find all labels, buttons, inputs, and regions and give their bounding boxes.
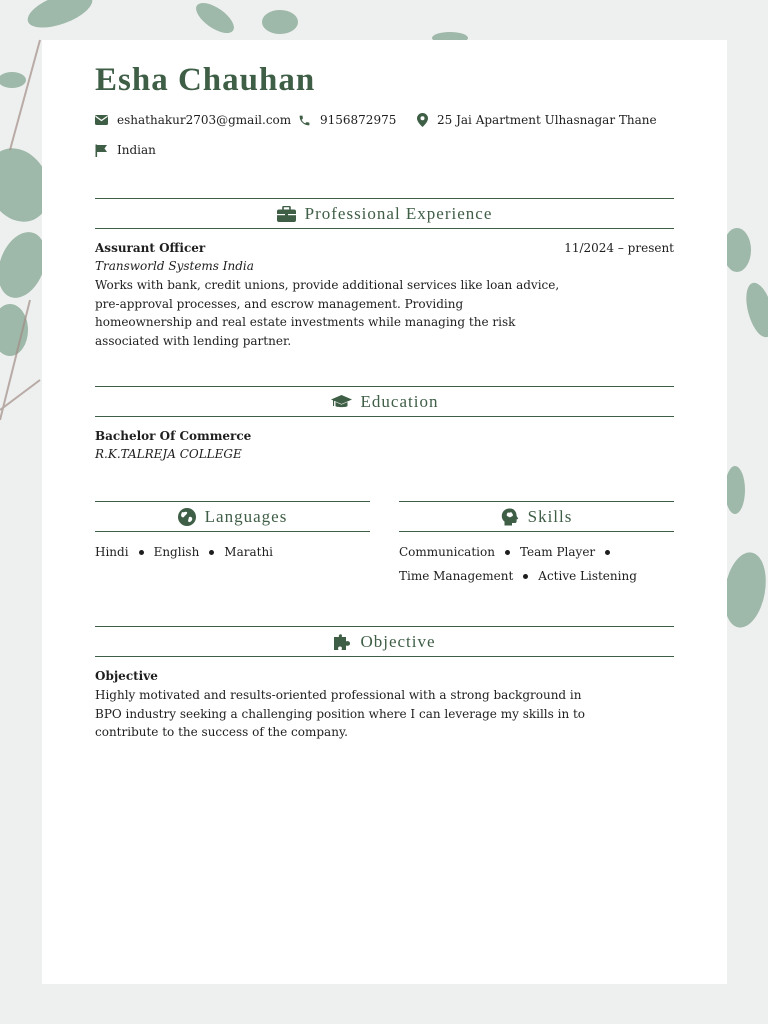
resume-page <box>42 40 727 984</box>
skill-item: Time Management <box>399 569 514 583</box>
phone-icon <box>298 114 311 127</box>
contact-email[interactable] <box>95 113 291 127</box>
candidate-name: Esha Chauhan <box>95 62 316 98</box>
job-description-line: Works with bank, credit unions, provide additional services like loan advice, <box>95 278 560 292</box>
skill-item: Communication <box>399 545 495 559</box>
contact-phone[interactable] <box>298 113 396 127</box>
language-item: Marathi <box>224 545 274 559</box>
graduation-cap-icon <box>331 395 352 409</box>
objective-text <box>95 686 585 742</box>
puzzle-piece-icon <box>333 633 351 651</box>
bullet-separator <box>505 550 510 555</box>
section-header-objective <box>95 626 674 657</box>
contact-nationality <box>95 143 156 157</box>
school: R.K.TALREJA COLLEGE <box>95 447 242 461</box>
section-header-skills <box>399 501 674 532</box>
bullet-separator <box>605 550 610 555</box>
skill-item: Active Listening <box>538 569 637 583</box>
contact-address <box>417 113 657 127</box>
job-description-line: pre-approval processes, and escrow management. Providing <box>95 296 464 311</box>
objective-line: contribute to the success of the company. <box>95 725 348 739</box>
job-description-line: homeownership and real estate investments while managing the risk <box>95 315 516 329</box>
address-text: 25 Jai Apartment Ulhasnagar Thane <box>437 113 657 127</box>
section-title-languages: Languages <box>204 506 288 526</box>
bullet-separator <box>209 550 214 555</box>
brain-head-icon <box>501 508 519 526</box>
bullet-separator <box>139 550 144 555</box>
company-name: Transworld Systems India <box>95 259 254 273</box>
email-text: eshathakur2703@gmail.com <box>117 113 292 127</box>
objective-line: BPO industry seeking a challenging position where I can leverage my skills in to <box>95 706 586 721</box>
skills-list-row-1 <box>399 545 620 559</box>
flag-icon <box>95 144 108 157</box>
degree: Bachelor Of Commerce <box>95 429 252 443</box>
language-item: Hindi <box>95 545 129 559</box>
briefcase-icon <box>277 206 296 222</box>
section-title-experience: Professional Experience <box>304 203 493 223</box>
location-pin-icon <box>417 113 428 127</box>
skill-item: Team Player <box>519 545 596 559</box>
section-header-languages <box>95 501 370 532</box>
job-dates: 11/2024 – present <box>564 241 674 255</box>
skills-list-row-2 <box>399 569 637 583</box>
languages-list <box>95 545 273 559</box>
nationality-text: Indian <box>117 143 156 157</box>
globe-icon <box>178 508 196 526</box>
section-header-experience <box>95 198 674 229</box>
job-title: Assurant Officer <box>95 241 206 255</box>
section-title-skills: Skills <box>527 506 573 526</box>
section-header-education <box>95 386 674 417</box>
language-item: English <box>153 545 200 559</box>
section-title-education: Education <box>360 391 439 411</box>
envelope-icon <box>95 115 108 125</box>
bullet-separator <box>523 574 528 579</box>
job-description <box>95 276 559 350</box>
section-title-objective: Objective <box>360 631 436 651</box>
objective-heading: Objective <box>95 669 158 683</box>
job-description-line: associated with lending partner. <box>95 333 292 348</box>
objective-line: Highly motivated and results-oriented professional with a strong background in <box>95 688 582 702</box>
phone-text: 9156872975 <box>320 113 397 127</box>
